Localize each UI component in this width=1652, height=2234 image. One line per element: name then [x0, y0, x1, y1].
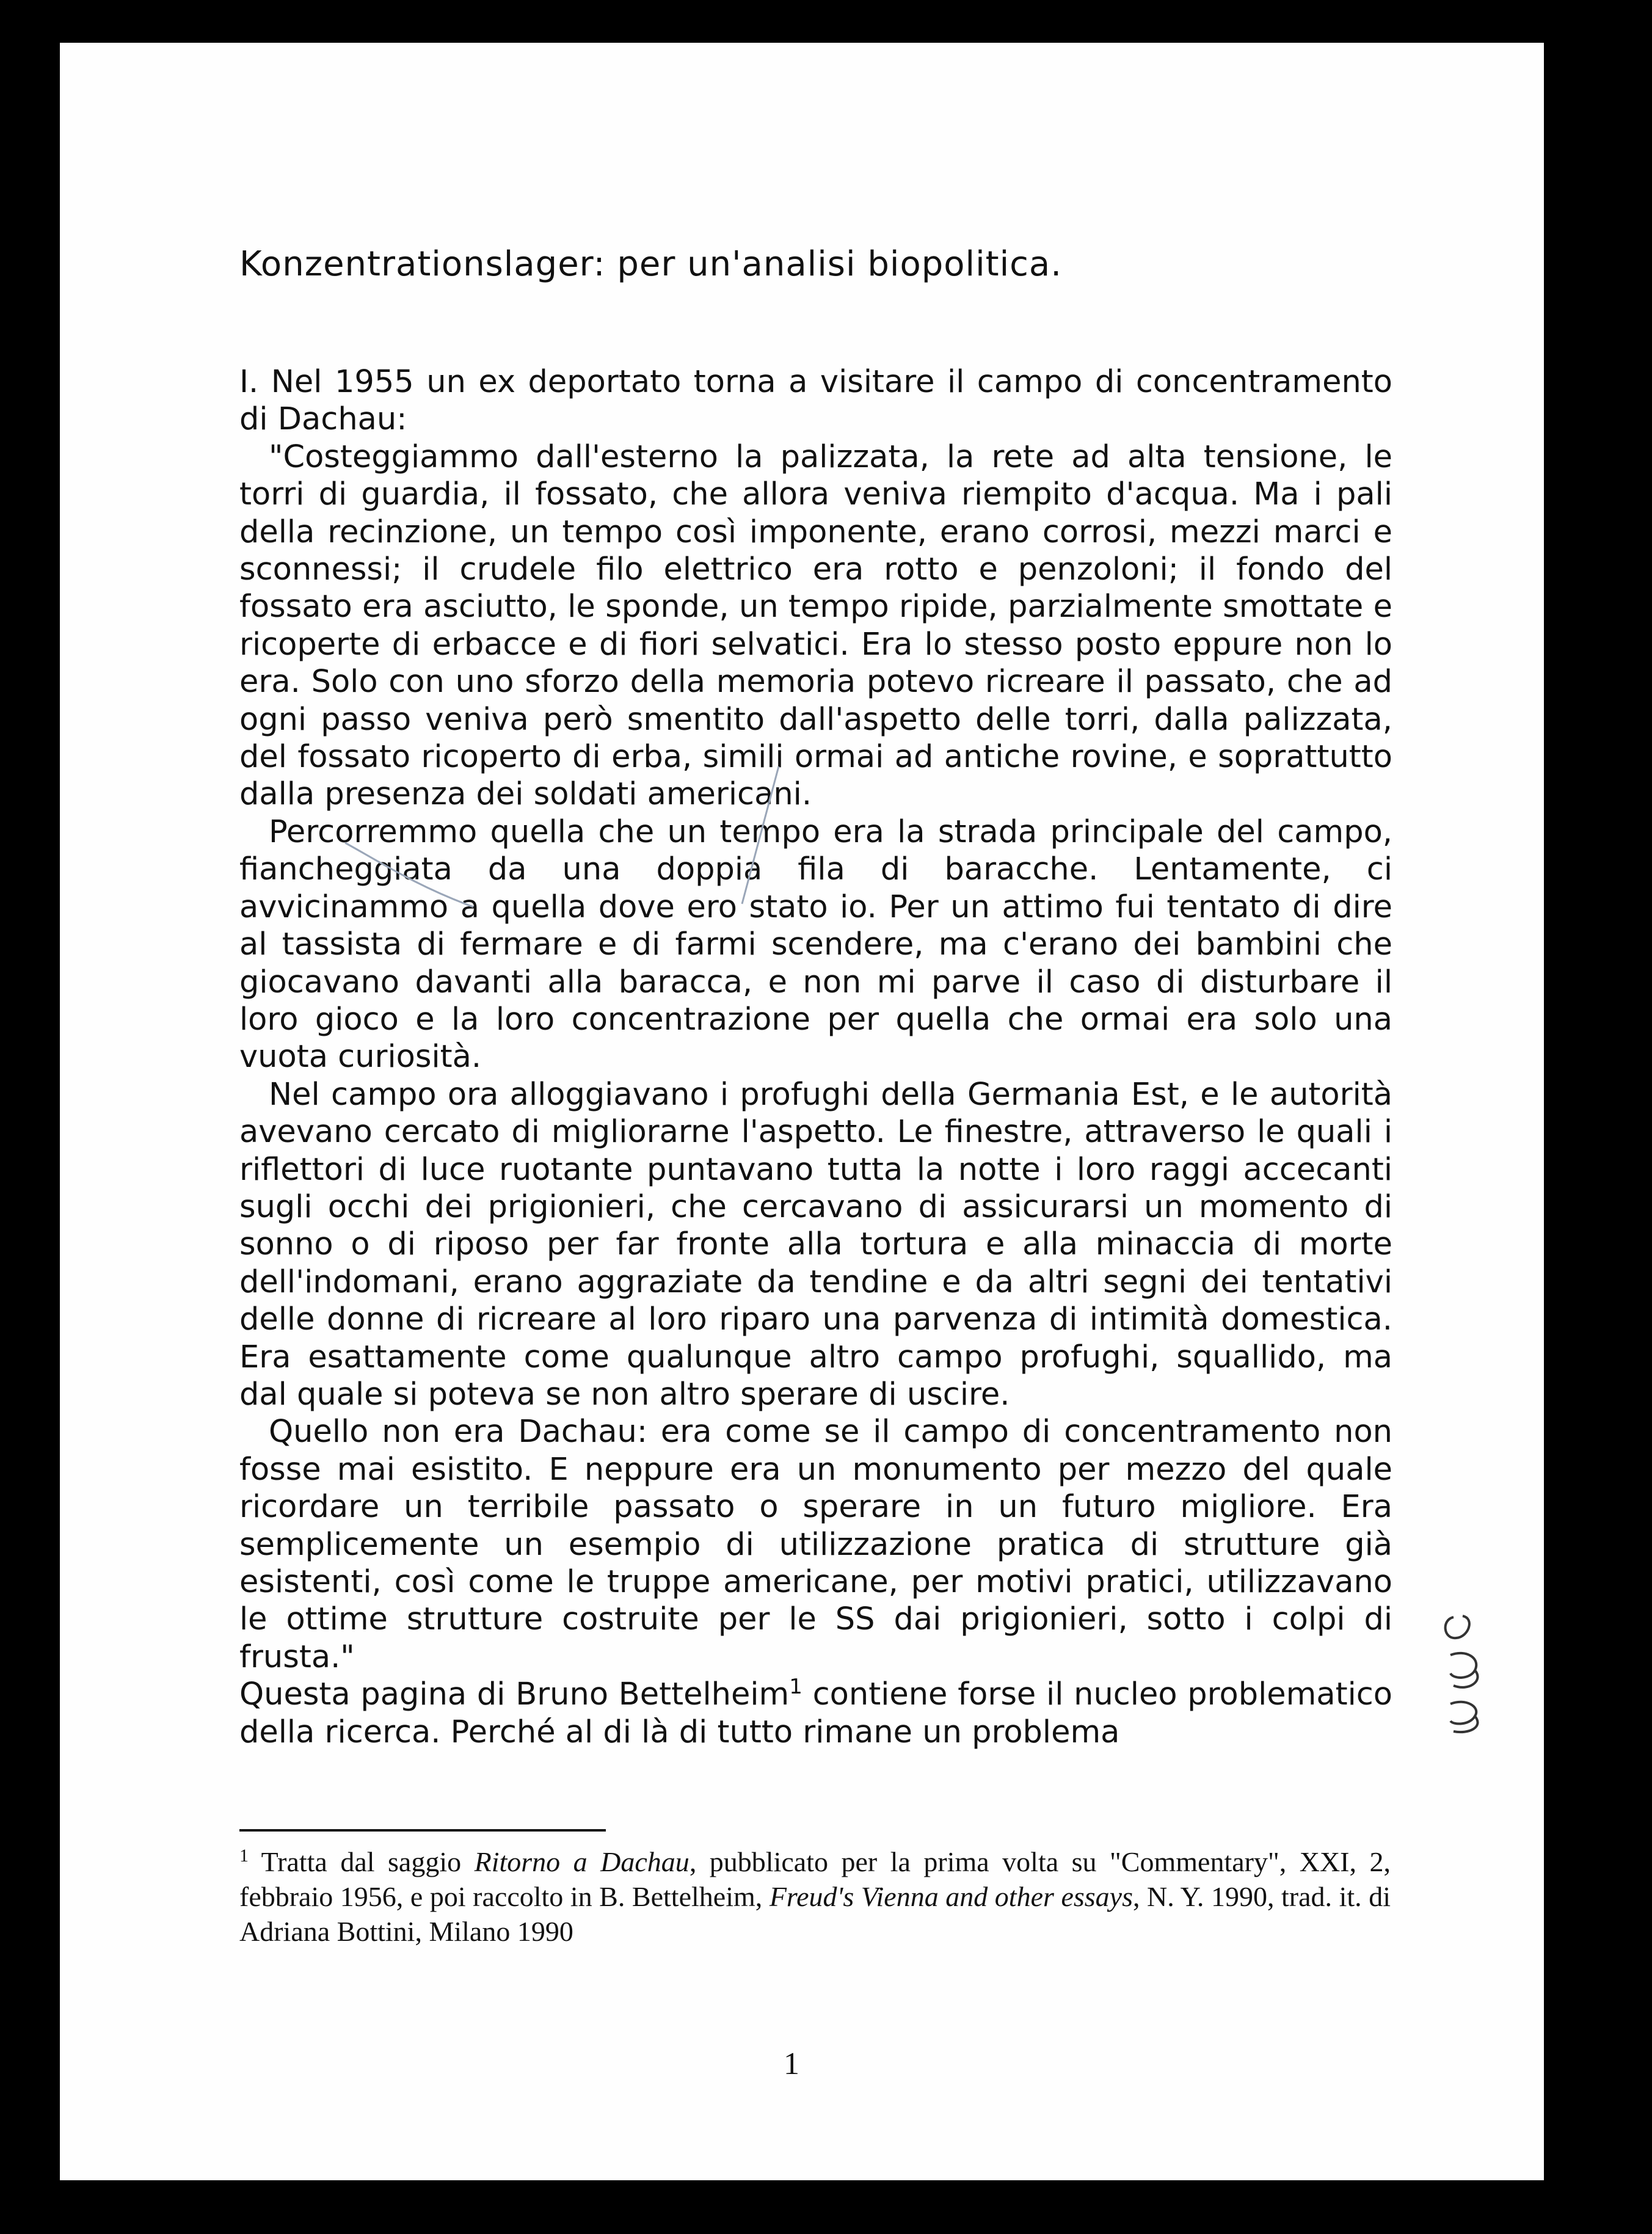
footnote-text: Tratta dal saggio [249, 1846, 475, 1877]
footnote-text: , pubblicato per la prima volta su "Commentary", XXI, 2, febbraio 1956, e poi raccolto in B. Bettelheim, [239, 1846, 1391, 1912]
paragraph: Quello non era Dachau: era come se il campo di concentramento non fosse mai esistito. E neppure era un monumento per mezzo del quale ricordare un terribile passato o sperare in un futuro migliore. Era semplicemente un esempio di utilizzazione pratica di strutture già esistenti, così come le truppe americane, per motivi pratici, utilizzavano le ottime strutture costruite per le SS dai prigionieri, sotto i colpi di frusta." [239, 1414, 1392, 1675]
paragraph: "Costeggiammo dall'esterno la palizzata, la rete ad alta tensione, le torri di guardia, il fossato, che allora veniva riempito d'acqua. Ma i pali della recinzione, un tempo così imponente, erano corrosi, mezzi marci e sconnessi; il crudele filo elettrico era rotto e penzoloni; il fondo del fossato era asciutto, le sponde, un tempo ripide, parzialmente smottate e ricoperte di erbacce e di fiori selvatici. Era lo stesso posto eppure non lo era. Solo con uno sforzo della memoria potevo ricreare il passato, che ad ogni passo veniva però smentito dall'aspetto delle torri, dalla palizzata, del fossato ricoperto di erba, simili ormai ad antiche rovine, e soprattutto dalla presenza dei soldati americani. [239, 438, 1392, 813]
page-number: 1 [784, 2047, 799, 2081]
footnote-marker: 1 [239, 1846, 249, 1866]
document-title: Konzentrationslager: per un'analisi biopolitica. [239, 244, 1063, 284]
paragraph: I. Nel 1955 un ex deportato torna a visitare il campo di concentramento di Dachau: [239, 364, 1392, 438]
closing-text-after: contiene forse il nucleo problematico della ricerca. Perché al di là di tutto rimane un problema [239, 1676, 1392, 1750]
paragraph: Percorremmo quella che un tempo era la strada principale del campo, fiancheggiata da una doppia fila di baracche. Lentamente, ci avvicinammo a quella dove ero stato io. Per un attimo fui tentato di dire al tassista di fermare e di farmi scendere, ma c'erano dei bambini che giocavano davanti alla baracca, e non mi parve il caso di disturbare il loro gioco e la loro concentrazione per quella che ormai era solo una vuota curiosità. [239, 813, 1392, 1075]
pencil-mark [718, 763, 791, 910]
closing-paragraph [239, 1676, 1392, 1751]
body-text [239, 363, 1392, 1751]
closing-text-before: Questa pagina di Bruno Bettelheim [239, 1676, 790, 1713]
footnote-text: , N. Y. 1990, trad. it. di Adriana Bottini, Milano 1990 [239, 1881, 1391, 1947]
footnote [239, 1844, 1391, 1949]
footnote-title: Ritorno a Dachau [474, 1846, 690, 1877]
footnote-title: Freud's Vienna and other essays [769, 1881, 1133, 1912]
pencil-mark [342, 837, 476, 910]
handwritten-annotation [1432, 1612, 1505, 1734]
paragraph: Nel campo ora alloggiavano i profughi della Germania Est, e le autorità avevano cercato di migliorarne l'aspetto. Le finestre, attraverso le quali i riflettori di luce ruotante puntavano tutta la notte i loro raggi accecanti sugli occhi dei prigionieri, che cercavano di assicurarsi un momento di sonno o di riposo per far fronte alla tortura e alla minaccia di morte dell'indomani, erano aggraziate da tendine e da altri segni dei tentativi delle donne di ricreare al loro riparo una parvenza di intimità domestica. Era esattamente come qualunque altro campo profughi, squallido, ma dal quale si poteva se non altro sperare di uscire. [239, 1076, 1392, 1413]
footnote-divider [239, 1829, 606, 1832]
footnote-reference: 1 [789, 1675, 802, 1700]
